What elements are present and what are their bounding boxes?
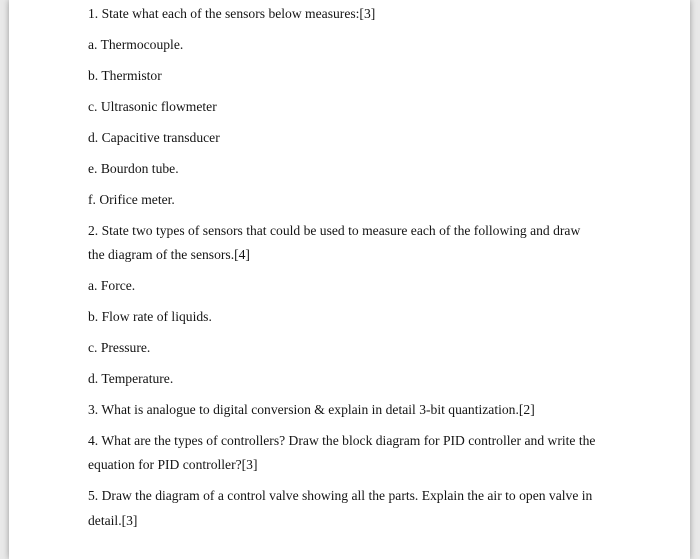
q1-item-a: a. Thermocouple. [88, 37, 184, 52]
q1-item-c: c. Ultrasonic flowmeter [88, 99, 217, 114]
q2-item-b: b. Flow rate of liquids. [88, 309, 212, 324]
q2-item-d: d. Temperature. [88, 371, 174, 386]
question-2-line-1: 2. State two types of sensors that could be used to measure each of the following and draw [88, 223, 581, 238]
q1-item-e: e. Bourdon tube. [88, 161, 179, 176]
q1-item-d: d. Capacitive transducer [88, 130, 220, 145]
question-5-line-1: 5. Draw the diagram of a control valve showing all the parts. Explain the air to open valve in [88, 488, 593, 503]
question-5-line-2: detail.[3] [88, 513, 138, 528]
q1-item-b: b. Thermistor [88, 68, 162, 83]
document-page [9, 0, 690, 559]
question-2-line-2: the diagram of the sensors.[4] [88, 247, 250, 262]
q2-item-c: c. Pressure. [88, 340, 151, 355]
q1-item-f: f. Orifice meter. [88, 192, 175, 207]
question-4-line-2: equation for PID controller?[3] [88, 457, 258, 472]
question-4-line-1: 4. What are the types of controllers? Draw the block diagram for PID controller and write the [88, 433, 596, 448]
question-1: 1. State what each of the sensors below measures:[3] [88, 6, 376, 21]
question-3: 3. What is analogue to digital conversion & explain in detail 3-bit quantization.[2] [88, 402, 535, 417]
q2-item-a: a. Force. [88, 278, 136, 293]
